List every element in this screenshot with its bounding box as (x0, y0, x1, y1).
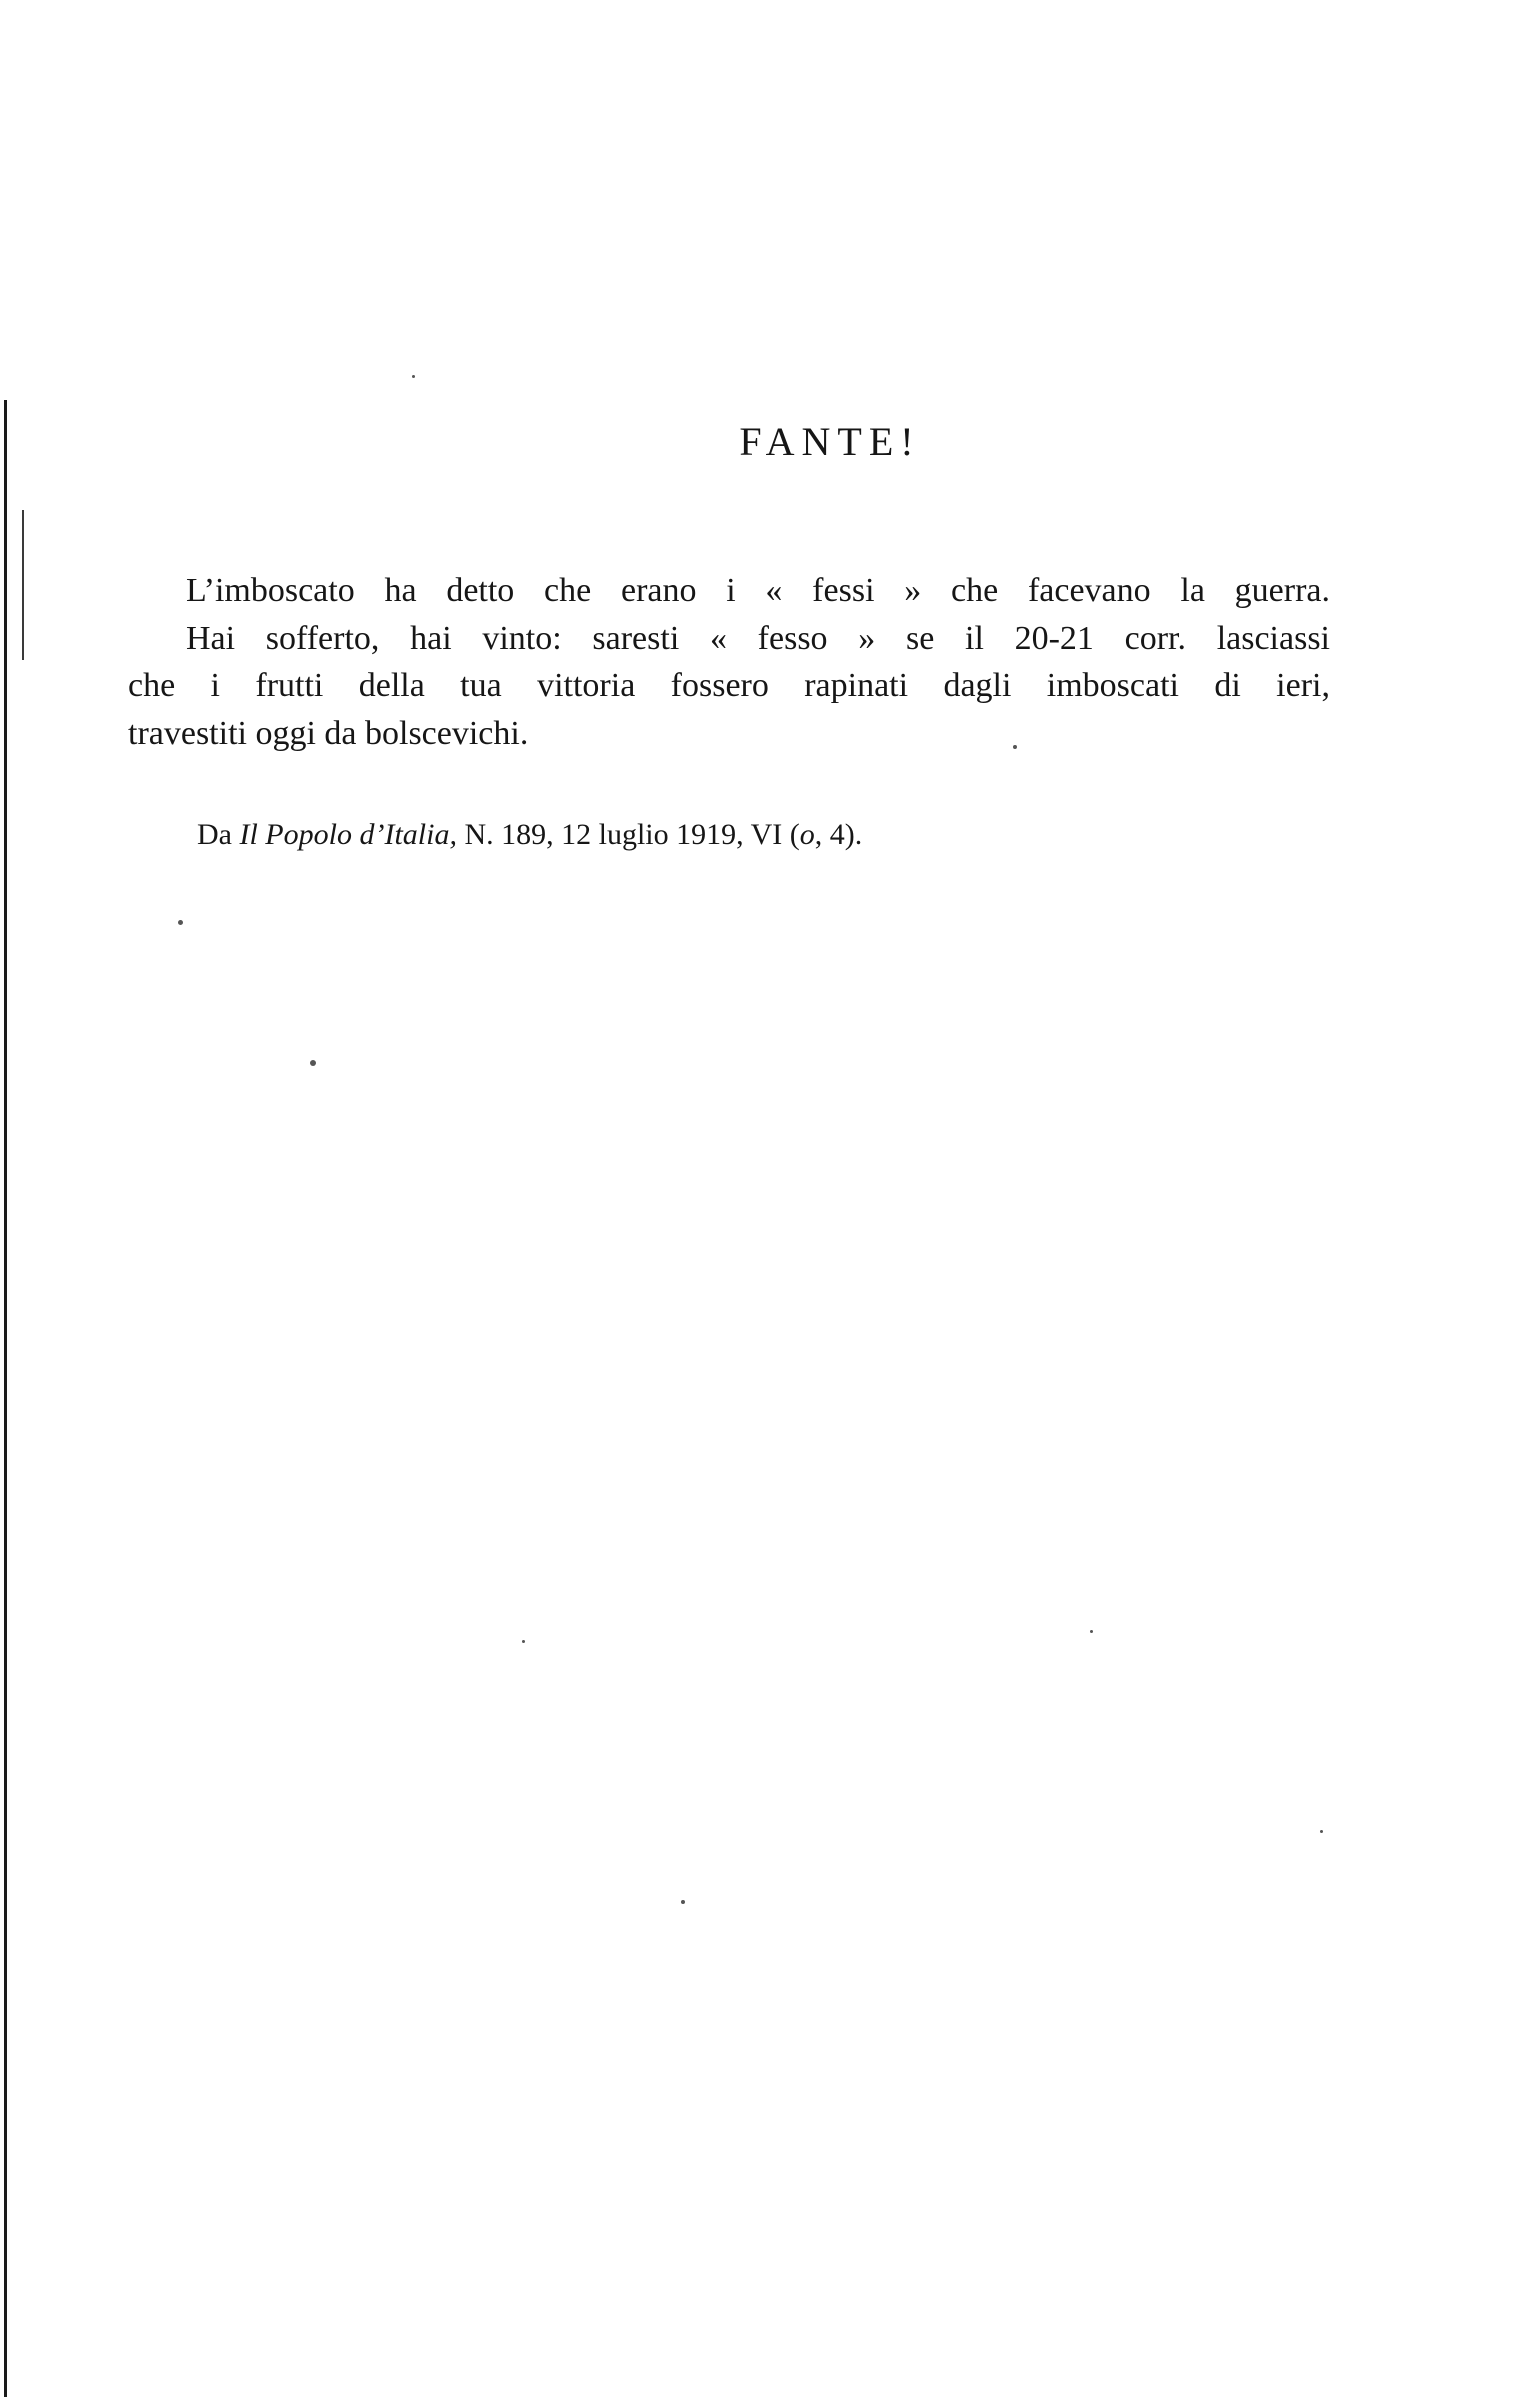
paragraph-line: travestiti oggi da bolscevichi. (128, 714, 529, 752)
scan-speck (1013, 745, 1017, 749)
publication-name: Il Popolo d’Italia, (239, 818, 457, 851)
scan-speck (178, 920, 183, 925)
page-title: FANTE! (739, 419, 921, 464)
citation-details: N. 189, 12 luglio 1919, VI ( (456, 818, 800, 851)
scan-speck (681, 1900, 685, 1904)
paragraph-line: L’imboscato ha detto che erano i « fessi » che facevano la guerra. (186, 572, 1330, 609)
scan-speck (1090, 1630, 1093, 1633)
scan-speck (1320, 1830, 1323, 1833)
citation-page: , 4). (814, 818, 863, 851)
citation-column: o (799, 818, 815, 851)
scan-page-edge (4, 400, 7, 2397)
scan-margin-mark (22, 510, 24, 660)
paragraph-line: che i frutti della tua vittoria fossero rapinati dagli imboscati di ieri, (128, 667, 1330, 704)
source-citation (197, 818, 862, 852)
citation-prefix: Da (197, 818, 240, 851)
scan-speck (310, 1060, 316, 1066)
body-paragraph (128, 567, 1330, 757)
scan-speck (522, 1640, 525, 1643)
scan-speck (412, 375, 415, 378)
paragraph-line: Hai sofferto, hai vinto: saresti « fesso » se il 20-21 corr. lasciassi (186, 619, 1330, 657)
